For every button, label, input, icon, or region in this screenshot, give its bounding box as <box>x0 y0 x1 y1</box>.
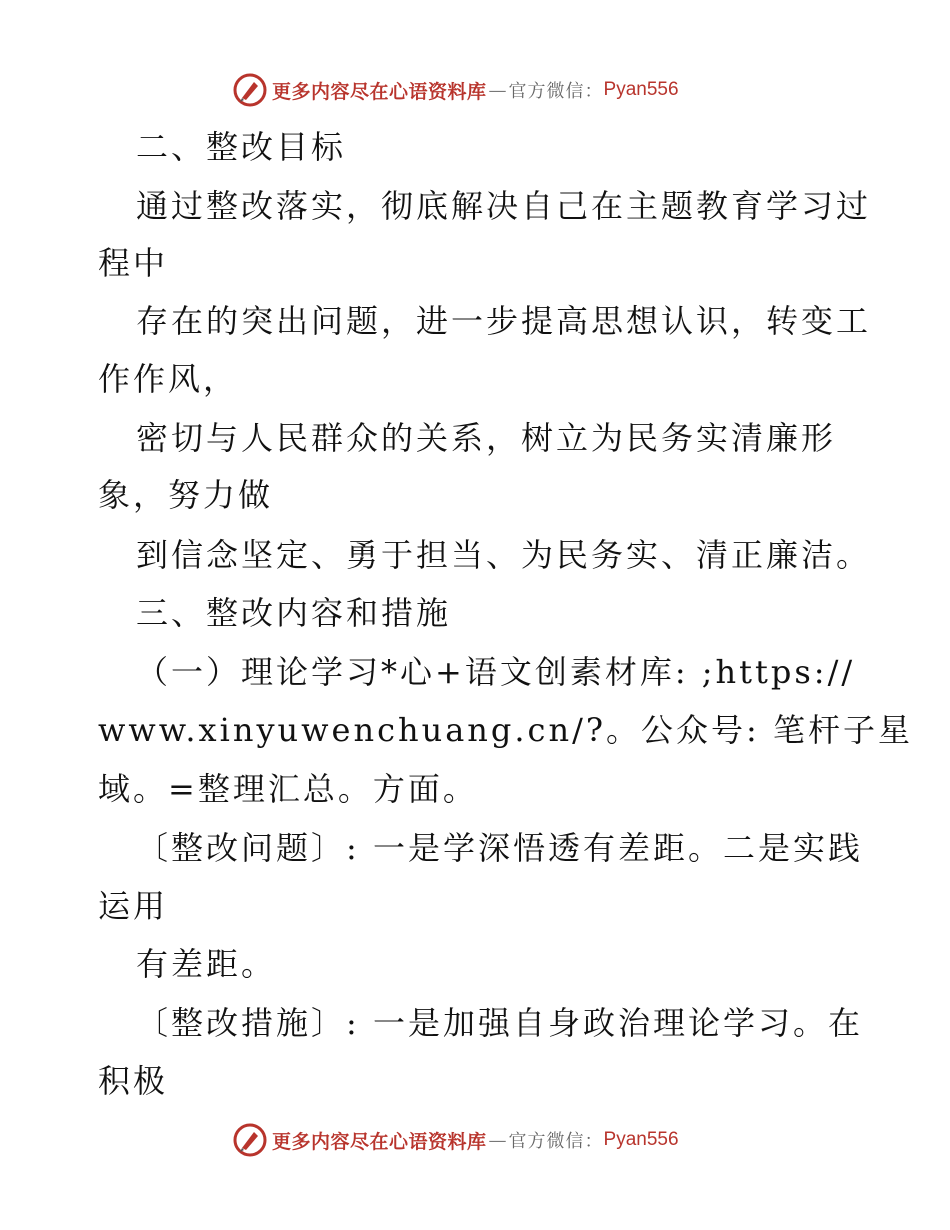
paragraph-line: 到信念坚定、勇于担当、为民务实、清正廉洁。 <box>136 536 872 574</box>
banner-wechat-id: Pyan556 <box>603 79 679 100</box>
footer-banner <box>232 1120 752 1160</box>
section-heading-goals: 二、整改目标 <box>136 128 347 166</box>
paragraph-line: 象，努力做 <box>98 476 274 514</box>
header-banner <box>232 70 752 110</box>
paragraph-line: 密切与人民群众的关系，树立为民务实清廉形 <box>136 419 837 457</box>
paragraph-line: 程中 <box>98 244 169 282</box>
banner-wechat-id: Pyan556 <box>603 1129 679 1150</box>
paragraph-line: 运用 <box>98 887 169 925</box>
paragraph-line: 积极 <box>98 1062 169 1100</box>
paragraph-line: 通过整改落实，彻底解决自己在主题教育学习过 <box>136 187 872 225</box>
pen-logo-icon <box>232 1122 268 1158</box>
paragraph-line: 〔整改问题〕: 一是学深悟透有差距。二是实践 <box>136 829 863 867</box>
paragraph-line: 域。=整理汇总。方面。 <box>98 770 478 808</box>
banner-brand: 更多内容尽在心语资料库 <box>272 80 487 103</box>
section-heading-measures: 三、整改内容和措施 <box>136 594 452 632</box>
paragraph-line: （一）理论学习*心+语文创素材库: ;https:// <box>136 653 856 691</box>
paragraph-line: 作作风， <box>98 360 239 398</box>
banner-label: 官方微信： <box>508 81 604 102</box>
banner-label: 官方微信： <box>508 1131 604 1152</box>
banner-dash: — <box>488 79 507 101</box>
paragraph-line: www.xinyuwenchuang.cn/?。公众号: 笔杆子星 <box>98 711 913 749</box>
paragraph-line: 存在的突出问题，进一步提高思想认识，转变工 <box>136 302 872 340</box>
pen-logo-icon <box>232 72 268 108</box>
paragraph-line: 〔整改措施〕: 一是加强自身政治理论学习。在 <box>136 1004 863 1042</box>
banner-dash: — <box>488 1129 507 1151</box>
paragraph-line: 有差距。 <box>136 945 277 983</box>
banner-brand: 更多内容尽在心语资料库 <box>272 1130 487 1153</box>
